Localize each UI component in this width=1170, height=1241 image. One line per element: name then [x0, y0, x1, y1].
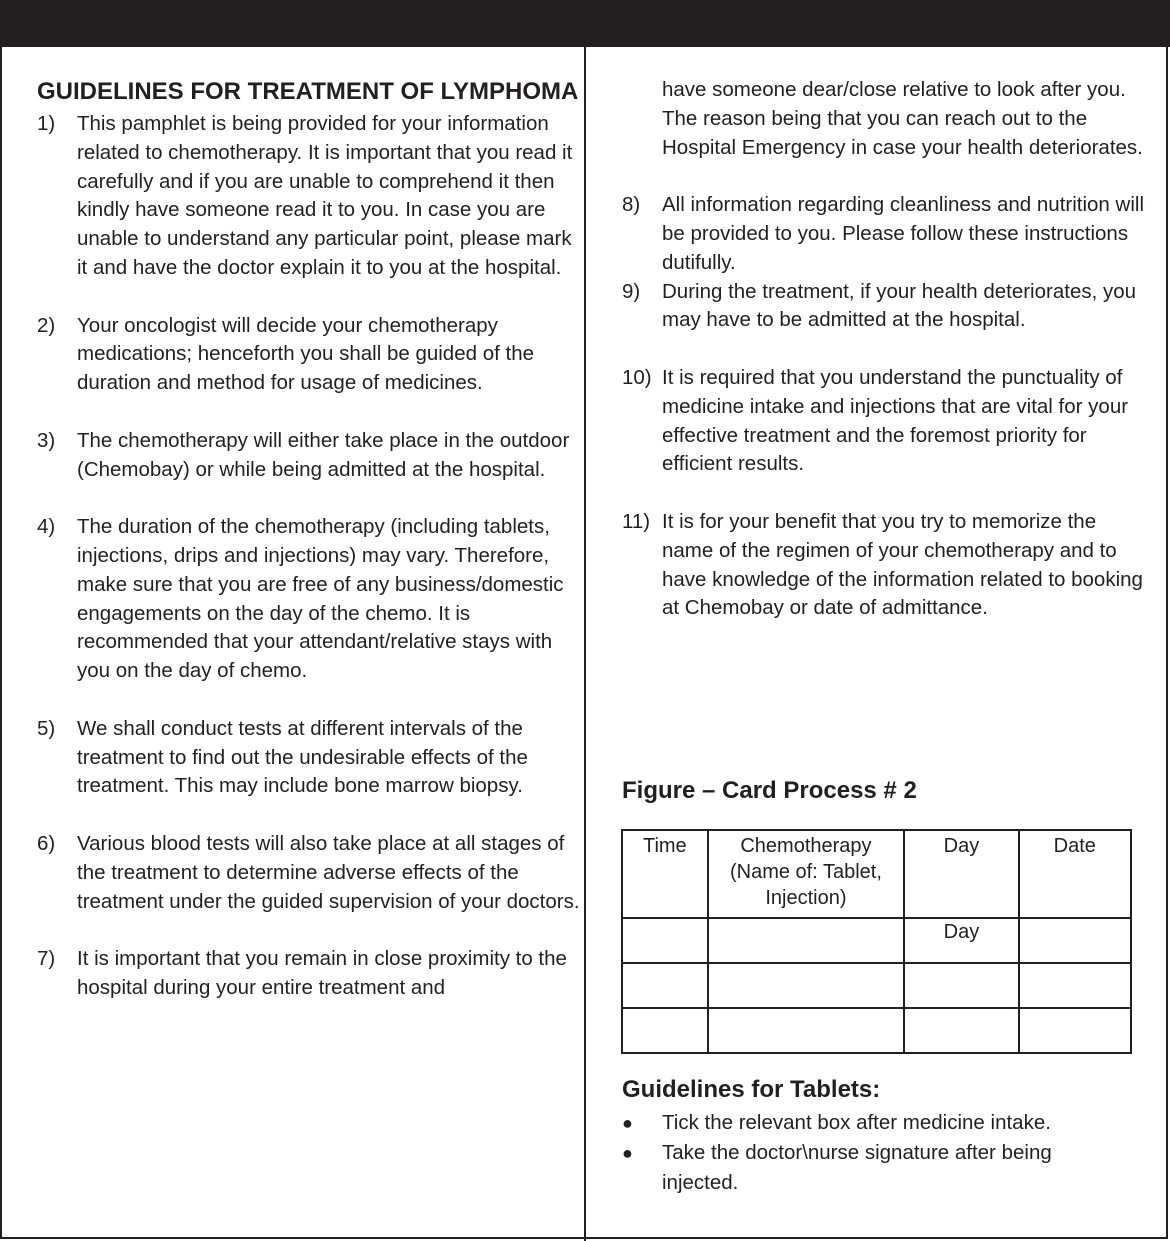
- list-item-text: Various blood tests will also take place at all stages of the treatment to determine adverse effects of the treatment under the guided supervision of your doctors.: [77, 831, 580, 913]
- left-column: [37, 76, 582, 1003]
- list-item-text: We shall conduct tests at different intervals of the treatment to find out the undesirable effects of the treatment. This may include bone marrow biopsy.: [77, 716, 528, 798]
- list-item: 2) Your oncologist will decide your chemotherapy medications; henceforth you shall be guided of the duration and method for usage of medicines.: [37, 312, 582, 398]
- list-item: 5) We shall conduct tests at different intervals of the treatment to find out the undesirable effects of the treatment. This may include bone marrow biopsy.: [37, 715, 582, 801]
- list-item: 10) It is required that you understand the punctuality of medicine intake and injections that are vital for your effective treatment and the foremost priority for efficient results.: [622, 364, 1152, 479]
- column-divider: [584, 47, 586, 1241]
- tablets-guidelines-list: [622, 1108, 1122, 1198]
- table-cell[interactable]: Day: [904, 918, 1018, 963]
- table-cell[interactable]: [622, 963, 708, 1008]
- table-cell[interactable]: [1019, 963, 1131, 1008]
- bullet-text: Take the doctor\nurse signature after being injected.: [662, 1141, 1052, 1194]
- table-cell[interactable]: [904, 963, 1018, 1008]
- list-item: 8) All information regarding cleanliness and nutrition will be provided to you. Please follow these instructions dutifully.: [622, 191, 1152, 277]
- list-item-text: The chemotherapy will either take place in the outdoor (Chemobay) or while being admitted at the hospital.: [77, 428, 570, 481]
- list-item-text: This pamphlet is being provided for your information related to chemotherapy. It is important that you read it carefully and if you are unable to comprehend it then kindly have someone read it to you. In case you are unable to understand any particular point, please mark it and have the doctor explain it to you at the hospital.: [77, 112, 573, 279]
- table-cell[interactable]: [1019, 918, 1131, 963]
- table-cell[interactable]: [904, 1008, 1018, 1053]
- table-cell[interactable]: [708, 918, 905, 963]
- list-item-text: The duration of the chemotherapy (including tablets, injections, drips and injections) may vary. Therefore, make sure that you are free of any business/domestic engagements on the day of the chemo. It is recommended that your attendant/relative stays with you on the day of chemo.: [77, 515, 564, 683]
- table-cell[interactable]: [708, 963, 905, 1008]
- list-item: 6) Various blood tests will also take place at all stages of the treatment to determine adverse effects of the treatment under the guided supervision of your doctors.: [37, 830, 582, 916]
- card-process-table: [621, 829, 1132, 1054]
- top-banner: [0, 0, 1170, 47]
- list-item: 9) During the treatment, if your health deteriorates, you may have to be admitted at the hospital.: [622, 278, 1152, 336]
- list-item-text: During the treatment, if your health deteriorates, you may have to be admitted at the hospital.: [662, 279, 1137, 332]
- right-column: [622, 76, 1152, 652]
- column-header-date: Date: [1019, 830, 1131, 918]
- table-cell[interactable]: [622, 1008, 708, 1053]
- list-item: 11) It is for your benefit that you try to memorize the name of the regimen of your chemotherapy and to have knowledge of the information related to booking at Chemobay or date of admittance.: [622, 508, 1152, 623]
- column-header-day: Day: [904, 830, 1018, 918]
- bullet-icon: ●: [622, 1113, 633, 1133]
- list-item-continuation: have someone dear/close relative to look after you. The reason being that you can reach out to the Hospital Emergency in case your health deteriorates.: [662, 78, 1143, 159]
- list-item: [622, 1108, 1122, 1138]
- list-item-text: It is required that you understand the punctuality of medicine intake and injections that are vital for your effective treatment and the foremost priority for efficient results.: [662, 365, 1129, 476]
- table-header-row: [622, 830, 1131, 918]
- list-item-text: It is important that you remain in close proximity to the hospital during your entire treatment and: [77, 947, 567, 999]
- bullet-icon: ●: [622, 1143, 633, 1163]
- table-cell[interactable]: [1019, 1008, 1131, 1053]
- table-cell[interactable]: [708, 1008, 905, 1053]
- list-item-text: All information regarding cleanliness and nutrition will be provided to you. Please follow these instructions dutifully.: [662, 193, 1145, 274]
- table-cell[interactable]: [622, 918, 708, 963]
- column-header-chemotherapy: Chemotherapy (Name of: Tablet, Injection): [708, 830, 905, 918]
- list-item-text: Your oncologist will decide your chemotherapy medications; henceforth you shall be guided of the duration and method for usage of medicines.: [77, 313, 534, 395]
- list-item: 7) It is important that you remain in close proximity to the hospital during your entire treatment and: [37, 945, 582, 1003]
- tablets-guidelines-title: Guidelines for Tablets:: [622, 1076, 881, 1103]
- figure-title: Figure – Card Process # 2: [622, 777, 917, 804]
- table-row: [622, 918, 1131, 963]
- table-row: [622, 1008, 1131, 1053]
- list-item-text: It is for your benefit that you try to memorize the name of the regimen of your chemotherapy and to have knowledge of the information related to booking at Chemobay or date of admittance.: [662, 509, 1143, 620]
- list-item: 3) The chemotherapy will either take place in the outdoor (Chemobay) or while being admitted at the hospital.: [37, 427, 582, 485]
- list-item: [622, 1138, 1122, 1198]
- bullet-text: Tick the relevant box after medicine intake.: [662, 1111, 1051, 1134]
- list-item: 1) This pamphlet is being provided for your information related to chemotherapy. It is important that you read it carefully and if you are unable to comprehend it then kindly have someone read it to you. In case you are unable to understand any particular point, please mark it and have the doctor explain it to you at the hospital.: [37, 110, 582, 283]
- table-row: [622, 963, 1131, 1008]
- column-header-time: Time: [622, 830, 708, 918]
- page-title: GUIDELINES FOR TREATMENT OF LYMPHOMA: [37, 78, 579, 105]
- list-item: 4) The duration of the chemotherapy (including tablets, injections, drips and injections) may vary. Therefore, make sure that you are free of any business/domestic engagements on the day of the chemo. It is recommended that your attendant/relative stays with you on the day of chemo.: [37, 513, 582, 686]
